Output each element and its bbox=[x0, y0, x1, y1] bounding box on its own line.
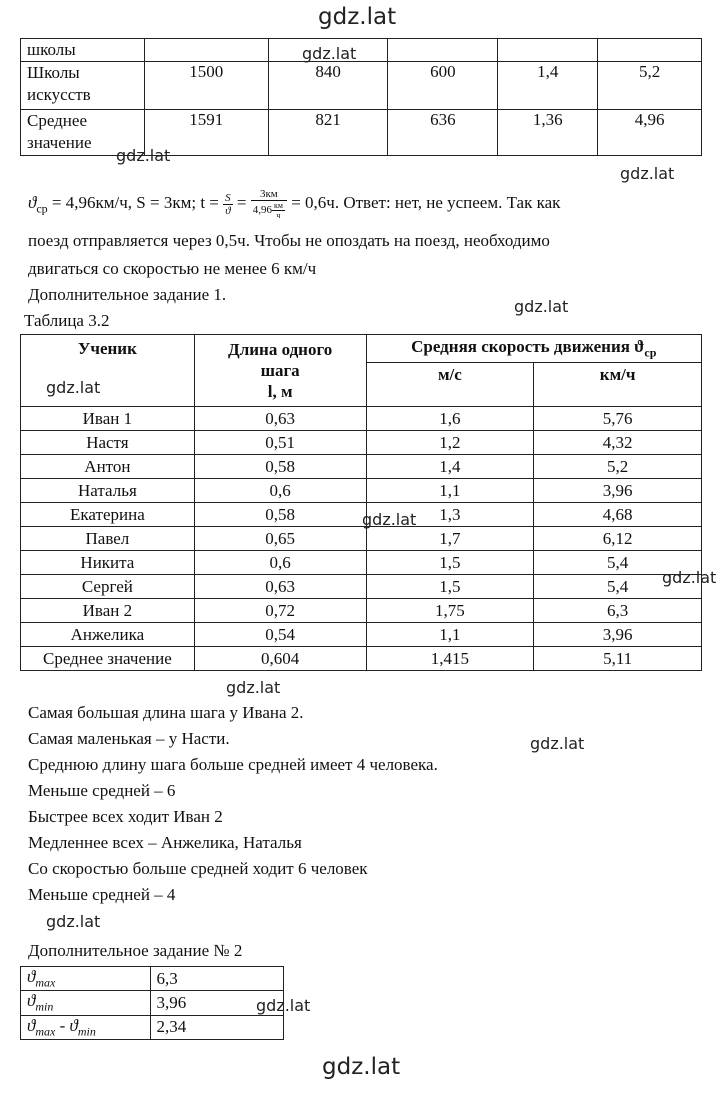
velocity-subscript: max bbox=[35, 1024, 56, 1039]
velocity-symbol: ϑ bbox=[69, 1015, 78, 1035]
row-label: школы bbox=[21, 39, 145, 62]
cell-l: 0,6 bbox=[194, 551, 366, 575]
cell-l: 0,51 bbox=[194, 431, 366, 455]
cell-name: Настя bbox=[21, 431, 195, 455]
unit-denominator: ч bbox=[276, 211, 281, 220]
table-row bbox=[21, 431, 702, 455]
cell-kmh: 5,4 bbox=[534, 575, 702, 599]
cell-ms: 1,4 bbox=[366, 455, 534, 479]
cell: 1,4 bbox=[498, 62, 598, 110]
cell-name: Иван 2 bbox=[21, 599, 195, 623]
table-students bbox=[20, 334, 702, 671]
table-row bbox=[21, 967, 284, 991]
cell-l: 0,58 bbox=[194, 455, 366, 479]
cell-kmh: 4,32 bbox=[534, 431, 702, 455]
velocity-subscript: min bbox=[35, 999, 54, 1014]
cell bbox=[498, 39, 598, 62]
table-speed-extremes bbox=[20, 966, 284, 1040]
cell-name: Наталья bbox=[21, 479, 195, 503]
cell: 4,96 bbox=[598, 110, 702, 156]
cell-kmh: 5,76 bbox=[534, 407, 702, 431]
cell-name: Сергей bbox=[21, 575, 195, 599]
table-row bbox=[21, 407, 702, 431]
formula-text: = 0,6ч. Ответ: нет, не успеем. Так как bbox=[286, 192, 561, 212]
cell-l: 0,65 bbox=[194, 527, 366, 551]
header-step-length bbox=[194, 335, 366, 407]
cell: 821 bbox=[268, 110, 388, 156]
watermark: gdz.lat bbox=[256, 996, 311, 1015]
table-row bbox=[21, 455, 702, 479]
table-row bbox=[21, 62, 702, 110]
header-speed bbox=[366, 335, 701, 363]
table-row bbox=[21, 1015, 284, 1039]
cell bbox=[598, 39, 702, 62]
cell-name: Антон bbox=[21, 455, 195, 479]
table-row bbox=[21, 551, 702, 575]
cell-name: Екатерина bbox=[21, 503, 195, 527]
cell: 1591 bbox=[144, 110, 268, 156]
cell-kmh: 5,2 bbox=[534, 455, 702, 479]
fraction-unit bbox=[272, 201, 285, 220]
cell-ms: 1,1 bbox=[366, 623, 534, 647]
cell-name: Среднее значение bbox=[21, 647, 195, 671]
table-row bbox=[21, 991, 284, 1015]
cell-l: 0,63 bbox=[194, 575, 366, 599]
cell: 600 bbox=[388, 62, 498, 110]
cell-kmh: 4,68 bbox=[534, 503, 702, 527]
watermark: gdz.lat bbox=[362, 510, 417, 529]
conclusion-line: Самая маленькая – у Насти. bbox=[28, 729, 230, 748]
watermark: gdz.lat bbox=[46, 912, 101, 931]
formula-text: = bbox=[232, 192, 251, 212]
cell-l: 0,6 bbox=[194, 479, 366, 503]
watermark: gdz.lat bbox=[302, 44, 357, 63]
cell-symbol bbox=[21, 967, 151, 991]
cell-ms: 1,5 bbox=[366, 575, 534, 599]
fraction-denominator: ϑ bbox=[225, 204, 231, 217]
row-label: Школы искусств bbox=[21, 62, 145, 110]
table-row bbox=[21, 110, 702, 156]
cell-kmh: 6,3 bbox=[534, 599, 702, 623]
table-row bbox=[21, 479, 702, 503]
cell: 5,2 bbox=[598, 62, 702, 110]
cell-kmh: 3,96 bbox=[534, 479, 702, 503]
cell-ms: 1,7 bbox=[366, 527, 534, 551]
conclusion-line: Медленнее всех – Анжелика, Наталья bbox=[28, 833, 302, 852]
watermark: gdz.lat bbox=[662, 568, 717, 587]
cell bbox=[268, 39, 388, 62]
watermark: gdz.lat bbox=[116, 146, 171, 165]
table-row bbox=[21, 527, 702, 551]
cell-symbol bbox=[21, 991, 151, 1015]
cell: 1,36 bbox=[498, 110, 598, 156]
cell-ms: 1,75 bbox=[366, 599, 534, 623]
cell-l: 0,72 bbox=[194, 599, 366, 623]
watermark: gdz.lat bbox=[226, 678, 281, 697]
section-heading: Дополнительное задание № 2 bbox=[28, 941, 243, 960]
header-step-line: Длина одного bbox=[228, 340, 333, 359]
header-step-line: шага bbox=[260, 361, 300, 380]
velocity-subscript: ср bbox=[36, 201, 48, 216]
conclusion-line: Быстрее всех ходит Иван 2 bbox=[28, 807, 223, 826]
cell-ms: 1,3 bbox=[366, 503, 534, 527]
cell-l: 0,54 bbox=[194, 623, 366, 647]
cell-kmh: 6,12 bbox=[534, 527, 702, 551]
conclusion-line: Среднюю длину шага больше средней имеет 4 человека. bbox=[28, 755, 438, 774]
header-speed-subscript: ср bbox=[644, 345, 657, 360]
fraction-numerator: 3км bbox=[251, 188, 287, 201]
table-row bbox=[21, 599, 702, 623]
fraction-denominator bbox=[251, 201, 287, 220]
cell-ms: 1,2 bbox=[366, 431, 534, 455]
cell-ms: 1,415 bbox=[366, 647, 534, 671]
conclusion-line: Самая большая длина шага у Ивана 2. bbox=[28, 703, 304, 722]
table-caption: Таблица 3.2 bbox=[24, 311, 110, 330]
cell bbox=[144, 39, 268, 62]
cell: 1500 bbox=[144, 62, 268, 110]
cell-value: 3,96 bbox=[150, 991, 284, 1015]
watermark: gdz.lat bbox=[530, 734, 585, 753]
section-heading: Дополнительное задание 1. bbox=[28, 285, 227, 304]
paragraph: поезд отправляется через 0,5ч. Чтобы не опоздать на поезд, необходимо bbox=[28, 231, 550, 250]
table-row bbox=[21, 575, 702, 599]
paragraph: двигаться со скоростью не менее 6 км/ч bbox=[28, 259, 317, 278]
cell bbox=[388, 39, 498, 62]
cell-ms: 1,1 bbox=[366, 479, 534, 503]
cell-l: 0,63 bbox=[194, 407, 366, 431]
conclusion-line: Меньше средней – 4 bbox=[28, 885, 176, 904]
cell-value: 6,3 bbox=[150, 967, 284, 991]
cell-value: 2,34 bbox=[150, 1015, 284, 1039]
cell-symbol bbox=[21, 1015, 151, 1039]
table-body bbox=[21, 407, 702, 671]
fraction-denominator-value: 4,96 bbox=[252, 204, 272, 217]
table-row bbox=[21, 503, 702, 527]
header-ms: м/с bbox=[366, 363, 534, 407]
velocity-symbol: ϑ bbox=[27, 1015, 36, 1035]
cell-ms: 1,6 bbox=[366, 407, 534, 431]
conclusion-line: Меньше средней – 6 bbox=[28, 781, 176, 800]
unit-numerator: км bbox=[274, 201, 283, 210]
table-schools bbox=[20, 38, 702, 156]
velocity-symbol: ϑ bbox=[27, 967, 36, 986]
table-row bbox=[21, 623, 702, 647]
header-speed-text: Средняя скорость движения ϑ bbox=[411, 336, 645, 356]
fraction-s-v bbox=[223, 192, 233, 217]
cell-ms: 1,5 bbox=[366, 551, 534, 575]
velocity-subscript: max bbox=[35, 975, 56, 990]
velocity-subscript: min bbox=[77, 1024, 96, 1039]
watermark: gdz.lat bbox=[514, 297, 569, 316]
table-body bbox=[21, 967, 284, 1040]
velocity-symbol: ϑ bbox=[28, 192, 37, 212]
cell-kmh: 5,4 bbox=[534, 551, 702, 575]
velocity-symbol: ϑ bbox=[27, 991, 36, 1011]
table-row bbox=[21, 647, 702, 671]
formula-text: = 4,96км/ч, S = 3км; t = bbox=[47, 192, 224, 212]
watermark: gdz.lat bbox=[46, 378, 101, 397]
cell-name: Анжелика bbox=[21, 623, 195, 647]
cell: 636 bbox=[388, 110, 498, 156]
header-step-line: l, м bbox=[267, 382, 293, 401]
cell-kmh: 3,96 bbox=[534, 623, 702, 647]
table-row bbox=[21, 39, 702, 62]
header-student: Ученик bbox=[21, 335, 195, 407]
formula-line bbox=[28, 188, 560, 220]
cell-name: Павел bbox=[21, 527, 195, 551]
cell-l: 0,604 bbox=[194, 647, 366, 671]
table-header-row bbox=[21, 335, 702, 363]
cell-kmh: 5,11 bbox=[534, 647, 702, 671]
watermark-bottom: gdz.lat bbox=[322, 1054, 401, 1080]
cell-l: 0,58 bbox=[194, 503, 366, 527]
fraction-numerator: S bbox=[225, 191, 231, 204]
minus-sign: - bbox=[55, 1015, 70, 1035]
watermark-top: gdz.lat bbox=[318, 4, 397, 30]
row-label: Среднее значение bbox=[21, 110, 145, 156]
conclusion-line: Со скоростью больше средней ходит 6 человек bbox=[28, 859, 368, 878]
header-kmh: км/ч bbox=[534, 363, 702, 407]
fraction-values bbox=[251, 188, 287, 220]
watermark: gdz.lat bbox=[620, 164, 675, 183]
cell: 840 bbox=[268, 62, 388, 110]
cell-name: Никита bbox=[21, 551, 195, 575]
cell-name: Иван 1 bbox=[21, 407, 195, 431]
